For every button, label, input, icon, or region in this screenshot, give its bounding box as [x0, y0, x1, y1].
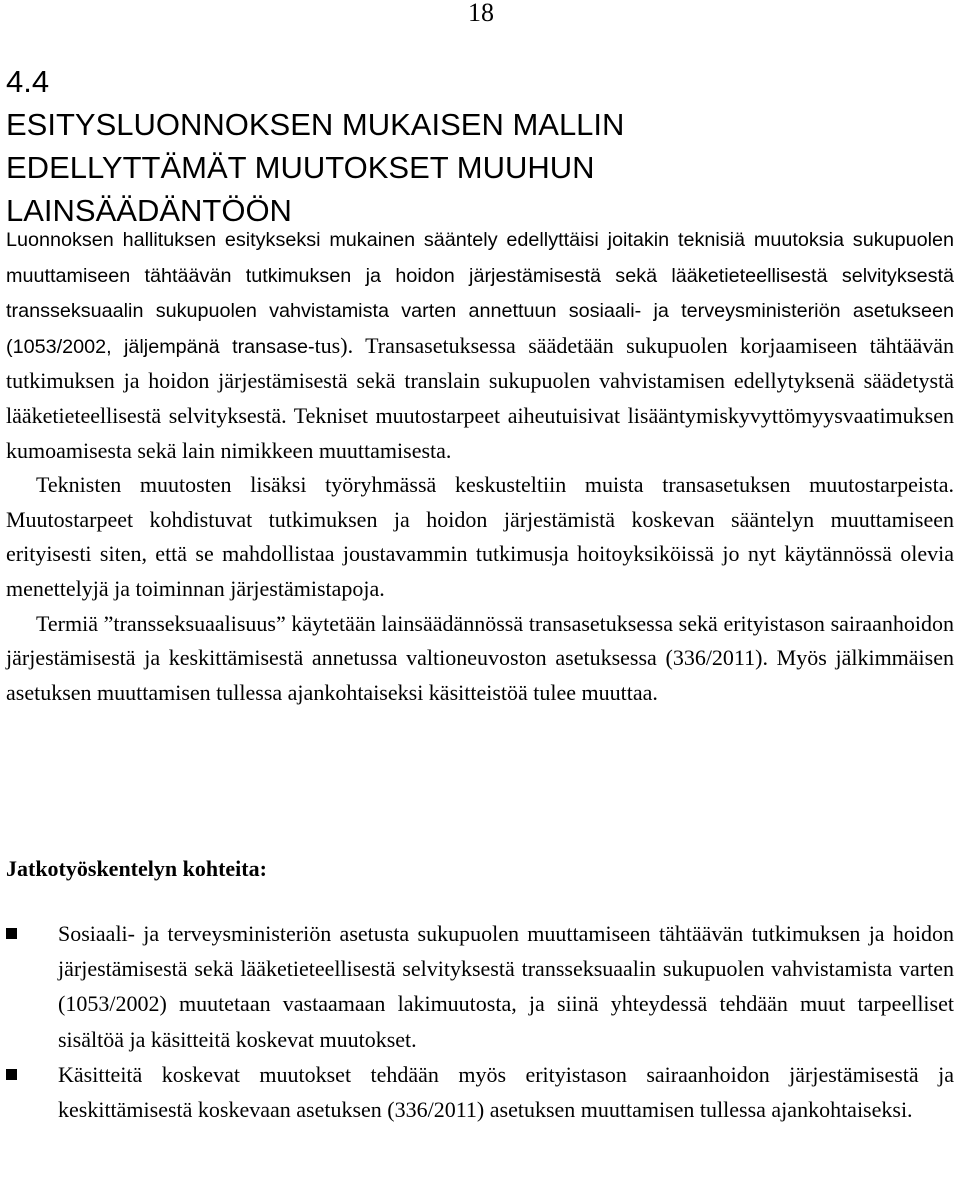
bullet-item — [6, 1057, 954, 1127]
bullet-list — [6, 916, 954, 1127]
paragraph-2: Teknisten muutosten lisäksi työryhmässä keskusteltiin muista transasetuksen muutostarpeista. Muutostarpeet kohdistuvat tutkimuksen ja hoidon järjestämistä koskevan sääntelyn muuttamiseen erityisesti siten, että se mahdollistaa joustavammin tutkimusja hoitoyksiköissä jo nyt käytännössä olevia menettelyjä ja toiminnan järjestämistapoja. — [6, 472, 954, 601]
bullet-text: Käsitteitä koskevat muutokset tehdään myös erityistason sairaanhoidon järjestämisestä ja keskittämisestä koskevaan asetuksen (336/2011) asetuksen muuttamisen tullessa ajankohtaiseksi. — [58, 1061, 954, 1123]
section-title-line: LAINSÄÄDÄNTÖÖN — [6, 193, 292, 228]
paragraph-3: Termiä ”transseksuaalisuus” käytetään lainsäädännössä transasetuksessa sekä erityistason sairaanhoidon järjestämisestä ja keskittämisestä annetussa valtioneuvoston asetuksessa (336/2011). Myös jälkimmäisen asetuksen muuttamisen tullessa ajankohtaiseksi käsitteistöä tulee muuttaa. — [6, 610, 954, 705]
page-number: 18 — [468, 0, 494, 27]
paragraph-1-sans-part: Luonnoksen hallituksen esitykseksi mukainen sääntely edellyttäisi joitakin teknisiä muutoksia sukupuolen muuttamiseen tähtäävän tutkimuksen ja hoidon järjestämisestä sekä lääketieteellisestä selvityksestä transseksuaalin sukupuolen vahvistamista varten annettuun sosiaali- ja terveysministeriön asetukseen (1053/2002, jäljempänä transase- — [6, 229, 954, 358]
section-title-line: EDELLYTTÄMÄT MUUTOKSET MUUHUN — [6, 150, 595, 185]
bullet-item — [6, 916, 954, 1057]
square-bullet-icon — [6, 1069, 17, 1080]
paragraph-1-serif-part: tus). Transasetuksessa säädetään sukupuolen korjaamiseen tähtäävän tutkimuksen ja hoidon järjestämisestä sekä translain sukupuolen vahvistamisen edellytyksenä säädetystä lääketieteellisestä selvityksestä. Tekniset muutostarpeet aiheutuisivat lisääntymiskyvyttömyysvaatimuksen kumoamisesta sekä lain nimikkeen muuttamisesta. — [6, 332, 954, 463]
section-heading — [6, 60, 946, 232]
subheading: Jatkotyöskentelyn kohteita: — [6, 856, 267, 881]
section-title-line: ESITYSLUONNOKSEN MUKAISEN MALLIN — [6, 107, 625, 142]
paragraph-1 — [6, 222, 954, 468]
body-text — [6, 222, 954, 710]
section-title — [6, 103, 946, 232]
section-number: 4.4 — [6, 64, 50, 99]
bullet-text: Sosiaali- ja terveysministeriön asetusta sukupuolen muuttamiseen tähtäävän tutkimuksen ja hoidon järjestämisestä sekä lääketieteellisestä selvityksestä transseksuaalin sukupuolen vahvistamista varten (1053/2002) muutetaan vastaamaan lakimuutosta, ja siinä yhteydessä tehdään muut tarpeelliset sisältöä ja käsitteitä koskevat muutokset. — [58, 921, 954, 1052]
square-bullet-icon — [6, 928, 17, 939]
